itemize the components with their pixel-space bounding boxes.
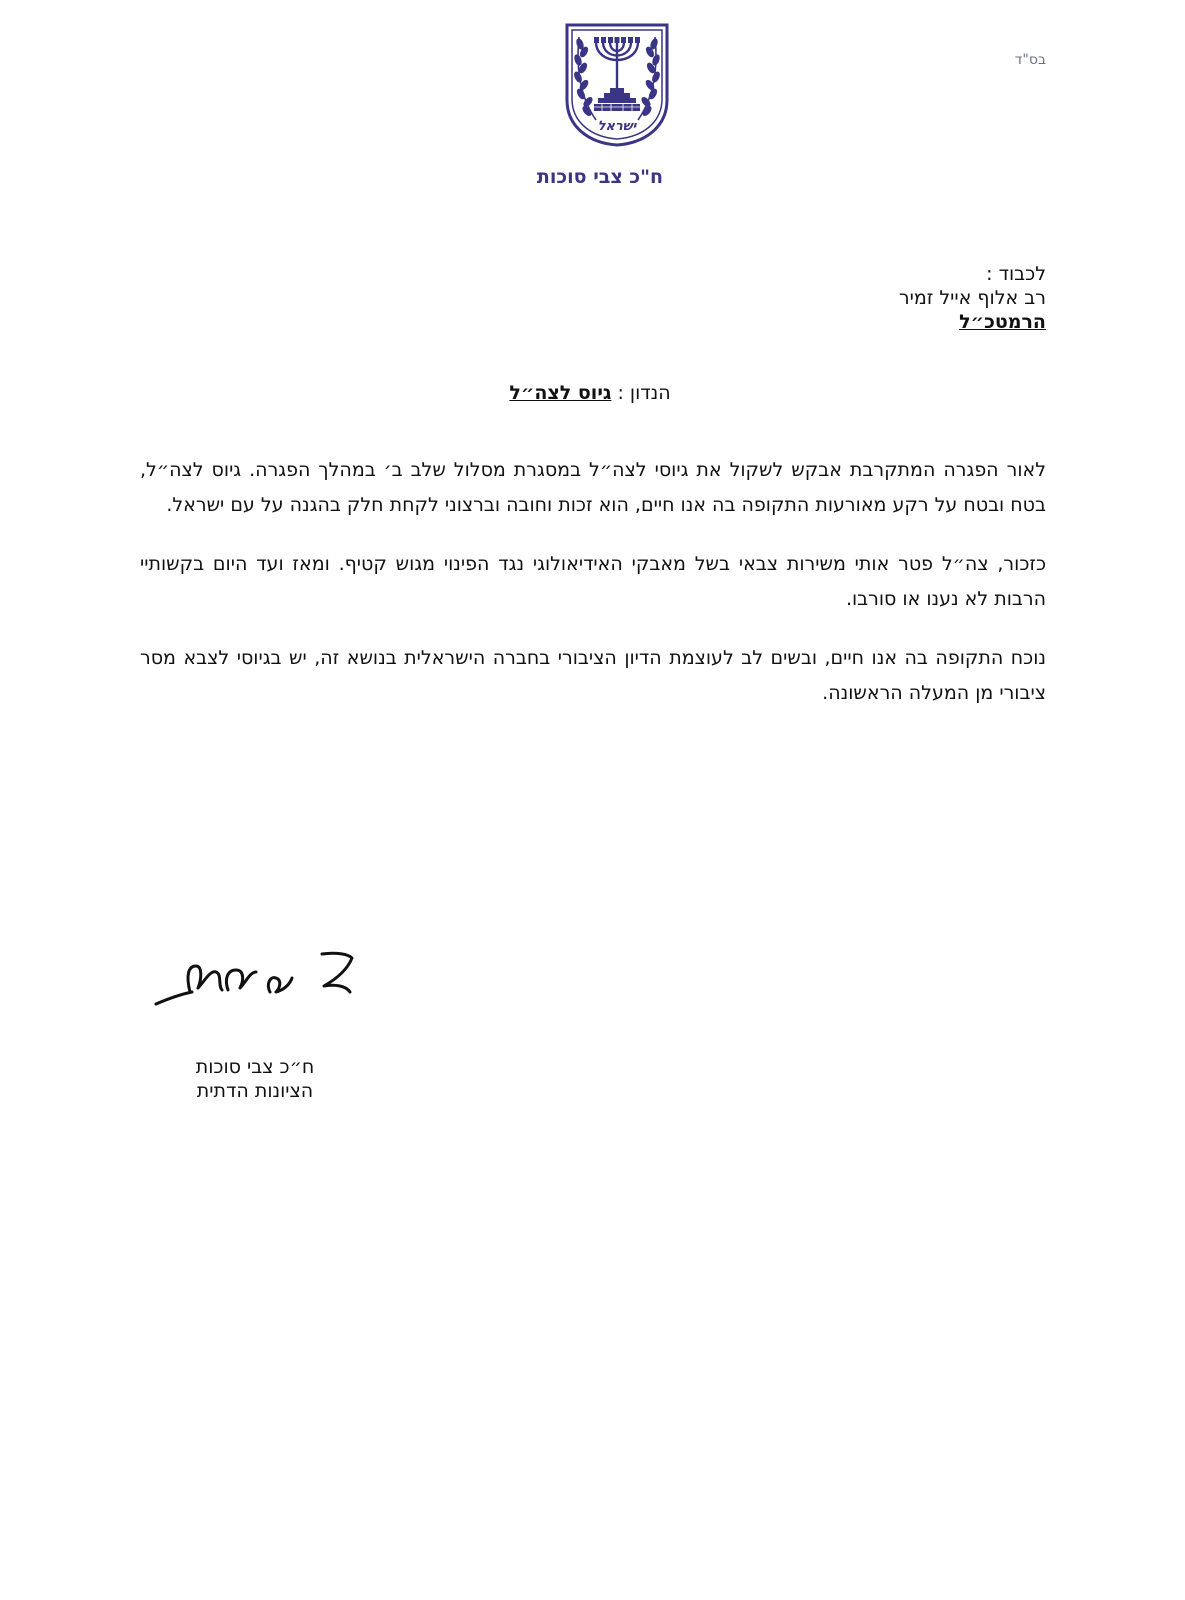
letter-body xyxy=(140,453,1046,735)
body-paragraph: נוכח התקופה בה אנו חיים, ובשים לב לעוצמת הדיון הציבורי בחברה הישראלית בנושא זה, יש בגיוסי לצבא מסר ציבורי מן המעלה הראשונה. xyxy=(140,647,1046,704)
body-paragraph: לאור הפגרה המתקרבת אבקש לשקול את גיוסי לצה״ל במסגרת מסלול שלב ב׳ במהלך הפגרה. גיוס לצה״ל, בטח ובטח על רקע מאורעות התקופה בה אנו חיים, הוא זכות וחובה וברצוני לקחת חלק בהגנה על עם ישראל. xyxy=(140,459,1046,516)
signature-block xyxy=(130,1055,380,1103)
body-paragraph: כזכור, צה״ל פטר אותי משירות צבאי בשל מאבקי האידיאולוגי נגד הפינוי מגוש קטיף. ומאז ועד היום בקשותיי הרבות לא נענו או סורבו. xyxy=(140,553,1046,610)
recipient-role: הרמטכ״ל xyxy=(959,311,1046,333)
emblem-lettering: ישראל xyxy=(597,119,637,134)
recipient-salutation: לכבוד : xyxy=(986,263,1046,285)
signer-name: ח״כ צבי סוכות xyxy=(195,1056,315,1078)
bsd-mark: בס"ד xyxy=(1014,52,1046,68)
state-emblem-icon xyxy=(564,22,670,148)
handwritten-signature xyxy=(152,948,362,1018)
recipient-name: רב אלוף אייל זמיר xyxy=(898,287,1046,309)
sender-name: ח"כ צבי סוכות xyxy=(536,166,664,188)
recipient-block xyxy=(560,262,1046,334)
subject-label: הנדון : xyxy=(611,382,671,404)
signer-party: הציונות הדתית xyxy=(196,1080,314,1102)
subject-value: גיוס לצה״ל xyxy=(509,382,612,404)
subject-line xyxy=(380,382,800,404)
